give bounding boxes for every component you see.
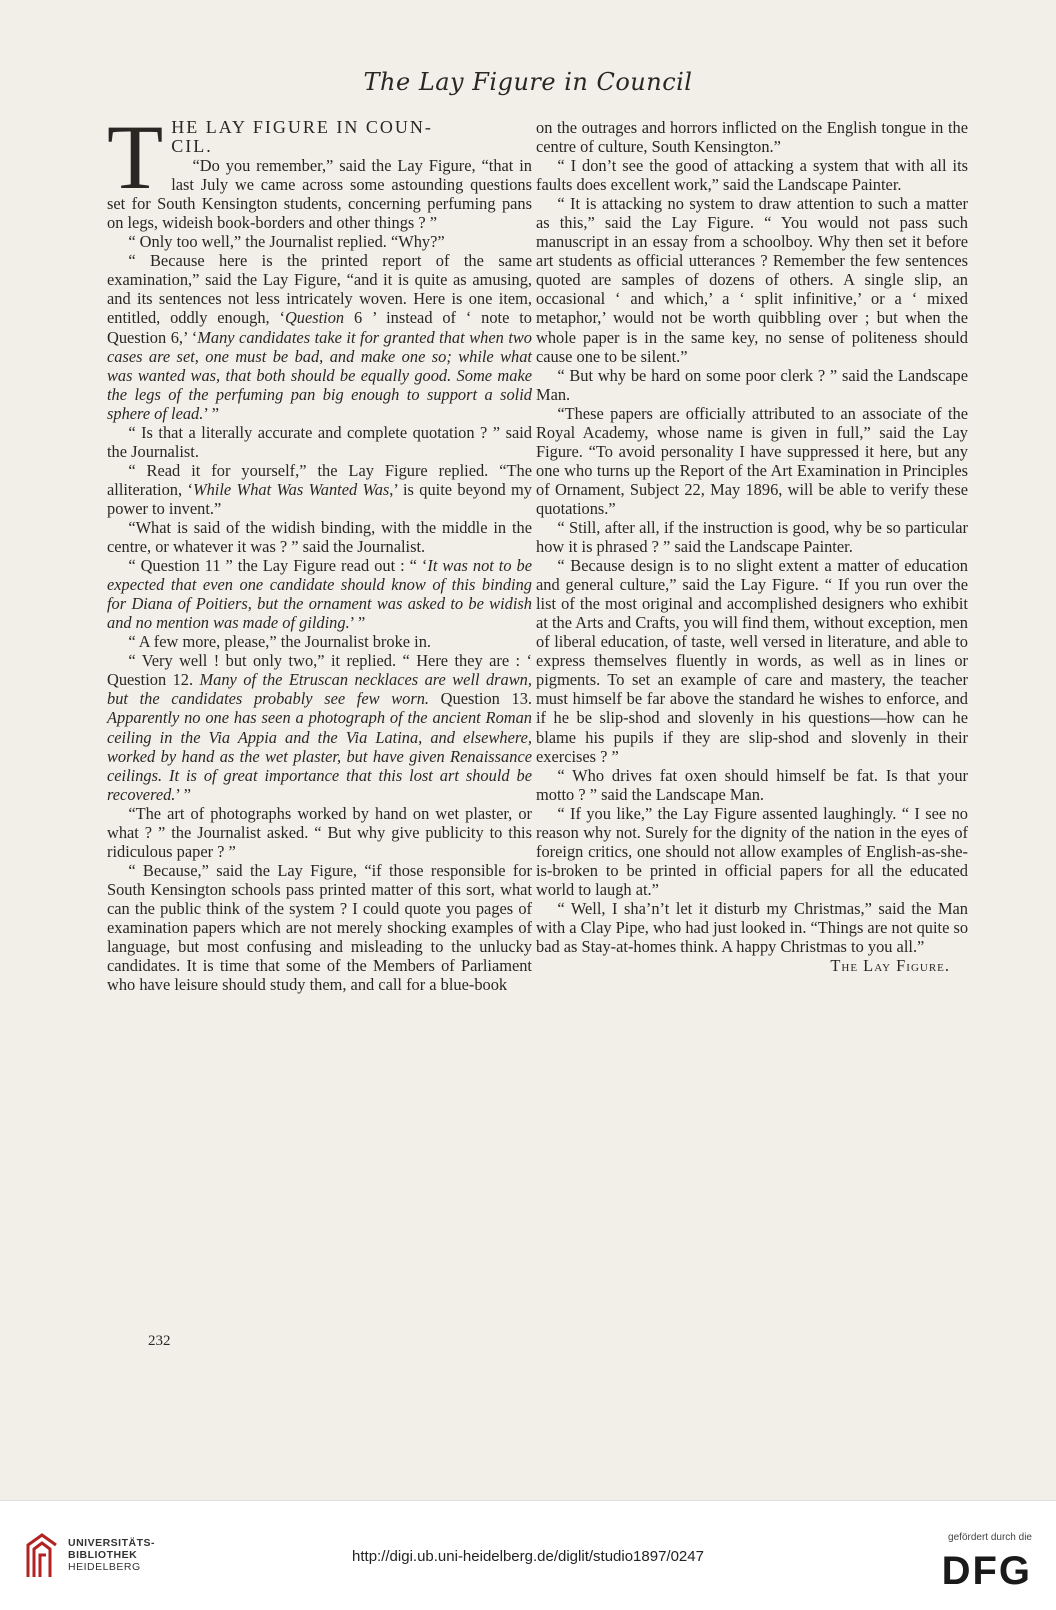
text-run: ’ ” bbox=[349, 613, 366, 633]
paragraph: “ I don’t see the good of attacking a system that with all its faults does excellent work,” said the Landscape Painter. bbox=[536, 156, 968, 195]
paragraph: “ But why be hard on some poor clerk ? ” said the Landscape Man. bbox=[536, 365, 968, 404]
italic-run: Question bbox=[284, 308, 345, 328]
text-run: 6 ’ instead of ‘ note to Question 6,’ ‘ bbox=[107, 308, 532, 347]
paragraph: “ Still, after all, if the instruction is good, why be so particular how it is phrased ? ” said the Landscape Painter. bbox=[536, 517, 968, 557]
paragraph: on the outrages and horrors inflicted on the English tongue in the centre of culture, South Kensington.” bbox=[536, 118, 968, 157]
paragraph: “These papers are officially attributed to an associate of the Royal Academy, whose name is given in full,” said the Lay Figure. “To avoid personality I have suppressed it here, but any one who turns up the Report of the Art Examination in Principles of Ornament, Subject 22, May 1896, will be able to verify these quotations.” bbox=[536, 403, 968, 518]
title-line-2: CIL. bbox=[171, 136, 213, 157]
source-url-link[interactable]: http://digi.ub.uni-heidelberg.de/diglit/studio1897/0247 bbox=[352, 1548, 704, 1565]
university-line: BIBLIOTHEK bbox=[68, 1549, 138, 1561]
title-line-1: HE LAY FIGURE IN COUN- bbox=[171, 117, 433, 137]
dfg-logo: DFG bbox=[941, 1549, 1032, 1593]
left-column bbox=[107, 106, 533, 995]
digitization-footer bbox=[0, 1500, 1056, 1610]
italic-run: Apparently no one has seen a photograph of the ancient Roman ceiling in the Via Appia and the Via Latina, and elsewhere, worked by hand as the wet plaster, but have given Renaissance ceilings. It is of great importance that this lost art should be recovered. bbox=[107, 708, 532, 804]
text-run: “ Question 11 ” the Lay Figure read out : “ ‘ bbox=[128, 556, 428, 576]
paragraph: “Do you remember,” said the Lay Figure, “that in last July we came across some astounding questions set for South Kensington students, concerning perfuming pans on legs, wideish book-borders and other things ? ” bbox=[107, 156, 532, 233]
italic-run: It was not to be expected that even one candidate should know of this binding for Diana of Poitiers, but the ornament was asked to be widish and no mention was made of gilding. bbox=[107, 556, 533, 633]
paragraph: “ A few more, please,” the Journalist broke in. bbox=[128, 632, 431, 652]
text-run: ’ ” bbox=[203, 403, 219, 423]
running-head: The Lay Figure in Council bbox=[363, 68, 693, 96]
university-line: HEIDELBERG bbox=[68, 1561, 141, 1573]
right-column bbox=[536, 118, 968, 975]
text-run: “ Very well ! but only two,” it replied. “ Here they are : ‘ Question 12. bbox=[107, 651, 532, 690]
paragraph bbox=[107, 251, 532, 422]
paragraph: “ Well, I sha’n’t let it disturb my Christmas,” said the Man with a Clay Pipe, who had just looked in. “Things are not quite so bad as Stay-at-homes think. A happy Christmas to you all.” bbox=[536, 898, 969, 957]
paragraph: “ Because,” said the Lay Figure, “if those responsible for South Kensington schools pass printed matter of this sort, what can the public think of the system ? I could quote you pages of examination papers which are not merely shocking examples of language, but most confusing and misleading to the unlucky candidates. It is time that some of the Members of Parliament who have leisure should study them, and call for a blue-book bbox=[107, 860, 532, 995]
university-line: UNIVERSITÄTS- bbox=[68, 1537, 156, 1549]
text-run: ,’ is quite beyond my power to invent.” bbox=[107, 479, 532, 518]
text-run: ’ ” bbox=[175, 784, 192, 804]
paragraph bbox=[107, 461, 532, 518]
paragraph: “ Only too well,” the Journalist replied. “Why?” bbox=[128, 232, 445, 252]
signature: The Lay Figure. bbox=[830, 956, 950, 976]
text-run: “ Because here is the printed report of the same examination,” said the Lay Figure, “and it is quite as amusing, and its sentences not less intricately woven. Here is one item, entitled, oddly enough, ‘ bbox=[107, 251, 532, 328]
drop-cap: T bbox=[107, 106, 164, 208]
page-number: 232 bbox=[148, 1333, 171, 1349]
paragraph: “What is said of the widish binding, with the middle in the centre, or whatever it was ? ” said the Journalist. bbox=[107, 517, 532, 557]
paragraph: “ Who drives fat oxen should himself be fat. Is that your motto ? ” said the Landscape Man. bbox=[536, 765, 968, 804]
text-run: “ Read it for yourself,” the Lay Figure replied. “The alliteration, ‘ bbox=[107, 460, 532, 499]
sponsor-text: gefördert durch die bbox=[948, 1532, 1032, 1543]
italic-run: While What Was Wanted Was bbox=[192, 479, 390, 499]
paragraph: “The art of photographs worked by hand on wet plaster, or what ? ” the Journalist asked. “ But why give publicity to this ridiculous paper ? ” bbox=[107, 803, 532, 861]
paragraph bbox=[107, 651, 532, 803]
italic-run: Many candidates take it for granted that when two cases are set, one must be bad, and make one so; while what was wanted was, that both should be equally good. Some make the legs of the perfuming pan big enough to support a solid sphere of lead. bbox=[107, 327, 532, 423]
paragraph: “ Is that a literally accurate and complete quotation ? ” said the Journalist. bbox=[107, 422, 532, 461]
paragraph: “ It is attacking no system to draw attention to such a matter as this,” said the Lay Figure. “ You would not pass such manuscript in an essay from a schoolboy. Why then set it before art students as official utterances ? Remember the few sentences quoted are samples of dozens of others. A single slip, an occasional ‘ and which,’ a ‘ split infinitive,’ or a ‘ mixed metaphor,’ would not be worth quibbling over ; but when the whole paper is in the same key, no sense of politeness should cause one to be silent.” bbox=[536, 194, 968, 366]
text-run: Question 13. bbox=[429, 689, 532, 709]
paragraph bbox=[107, 556, 532, 632]
paragraph: “ If you like,” the Lay Figure assented laughingly. “ I see no reason why not. Surely for the dignity of the nation in the eyes of foreign critics, one should not allow examples of English-as-she-is-broken to be printed in official papers for all the educated world to laugh at.” bbox=[536, 803, 968, 899]
italic-run: Many of the Etruscan necklaces are well drawn, but the candidates probably see few worn. bbox=[107, 670, 532, 709]
paragraph: “ Because design is to no slight extent a matter of education and general culture,” said the Lay Figure. “ If you run over the list of the most original and accomplished designers who exhibit at the Arts and Crafts, you will find them, without exception, men of liberal education, of taste, well versed in literature, and able to express themselves fluently in words, as well as in lines or pigments. To set an example of care and mastery, the teacher must himself be far above the standard he wishes to enforce, and if he be slip-shod and slovenly in his questions—how can he blame his pupils if they are slip-shod and slovenly in their exercises ? ” bbox=[536, 556, 968, 766]
